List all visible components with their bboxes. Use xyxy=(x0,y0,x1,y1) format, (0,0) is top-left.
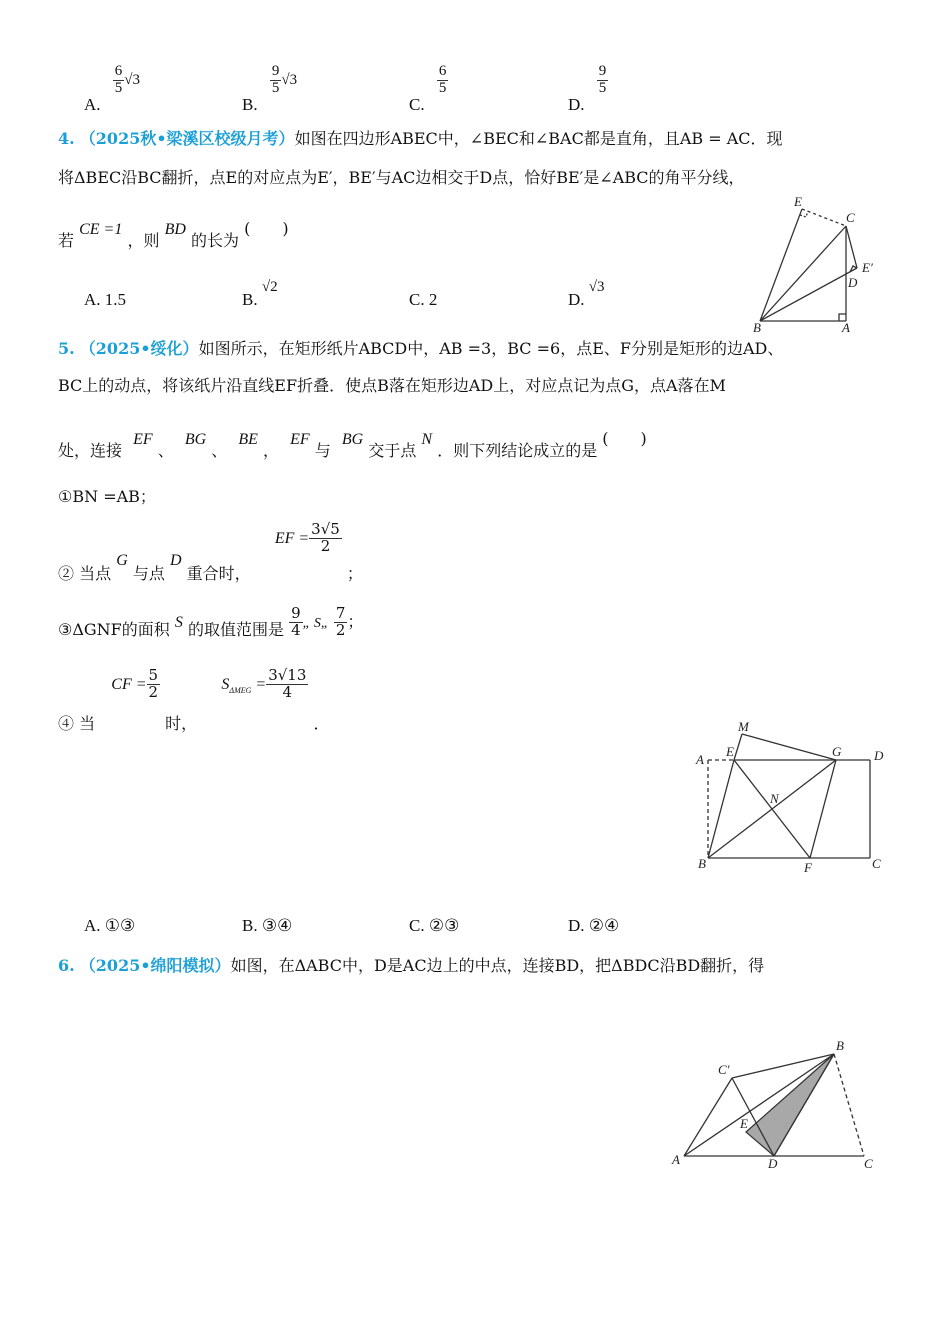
q4-label-E: E xyxy=(794,194,802,209)
q4-number: 4. xyxy=(58,129,75,148)
q5-label-A: A xyxy=(696,752,704,767)
q4-option-b: B. √2 xyxy=(242,279,278,309)
q4-line1 xyxy=(58,126,783,149)
q5-answer-blank: ( ) xyxy=(602,429,647,448)
q6-figure xyxy=(664,1034,888,1180)
q6-label-C: C xyxy=(864,1156,873,1171)
q5-option-a: A. ①③ xyxy=(84,916,136,935)
q5-label-G: G xyxy=(832,744,842,759)
q5-conclusion-3: ③ΔGNF的面积 S 的取值范围是 $\frac{9}{4}$ „ S„ $\frac{7}{2}$ ； xyxy=(58,604,364,639)
q4-source: （2025秋•梁溪区校级月考） xyxy=(79,129,295,148)
q4-label-Ep: E′ xyxy=(862,260,873,275)
q5-label-B: B xyxy=(698,856,706,871)
q5-conclusion-2: ② 当点 G 与点 D 重合时， EF = $\frac{3√5}{2}$ ； xyxy=(58,520,363,583)
q6-label-A: A xyxy=(672,1152,680,1167)
q4-answer-blank: ( ) xyxy=(244,219,289,238)
q6-label-D: D xyxy=(768,1156,778,1171)
q5-text-1: 如图所示，在矩形纸片ABCD中，AB =3，BC =6，点E、F分别是矩形的边AD、 xyxy=(198,339,784,358)
q5-seg-EM xyxy=(734,734,742,760)
q6-seg-BC xyxy=(834,1054,864,1156)
q4-label-D: D xyxy=(848,275,858,290)
q3-option-d: D. $\frac{9}{5}$ xyxy=(568,63,607,115)
q4-line3: 若 CE =1 ，则 BD 的长为 ( ) xyxy=(58,219,289,250)
q6-source: （2025•绵阳模拟） xyxy=(79,956,231,975)
q4-option-c: C. 2 xyxy=(409,290,438,309)
q4-label-C: C xyxy=(846,210,855,225)
q5-label-D: D xyxy=(874,748,884,763)
q5-number: 5. xyxy=(58,339,75,358)
q5-line2: BC上的动点，将该纸片沿直线EF折叠．使点B落在矩形边AD上，对应点记为点G，点A落在M xyxy=(58,376,726,395)
q5-seg-MG xyxy=(742,734,836,760)
q5-label-N: N xyxy=(770,791,779,806)
q3-option-c: C. $\frac{6}{5}$ xyxy=(409,63,447,115)
q6-seg-ACp xyxy=(684,1078,732,1156)
q5-label-C: C xyxy=(872,856,881,871)
q6-line1 xyxy=(58,953,764,976)
q3-option-b: B. $\frac{9}{5}$ √3 xyxy=(242,63,298,115)
q5-label-E: E xyxy=(726,744,734,759)
q3-option-a: A. $\frac{6}{5}$ √3 xyxy=(84,63,141,115)
q5-label-F: F xyxy=(804,860,812,875)
q4-label-B: B xyxy=(753,320,761,334)
q6-text-1: 如图，在ΔABC中，D是AC边上的中点，连接BD，把ΔBDC沿BD翻折，得 xyxy=(230,956,765,975)
q5-conclusion-1: ①BN =AB； xyxy=(58,487,156,506)
q5-line1 xyxy=(58,336,783,359)
q6-label-B: B xyxy=(836,1038,844,1053)
q5-label-M: M xyxy=(738,719,749,734)
q5-option-c: C. ②③ xyxy=(409,916,460,935)
q6-number: 6. xyxy=(58,956,75,975)
q5-option-b: B. ③④ xyxy=(242,916,293,935)
q5-conclusion-4: ④ 当 CF = $\frac{5}{2}$ 时， $S_{\Delta MEG}$ = $\frac{3√13}{4}$ ． xyxy=(58,666,330,733)
q4-option-d: D. √3 xyxy=(568,279,605,309)
q4-seg-EC xyxy=(802,209,846,226)
q4-seg-CEp xyxy=(846,226,857,268)
q4-figure xyxy=(750,194,890,334)
q5-line3: 处，连接 EF 、 BG 、 BE ， EF 与 BG 交于点 N ．则下列结论成立的是 ( ) xyxy=(58,429,647,460)
q6-label-Cp: C′ xyxy=(718,1062,730,1077)
q4-option-a: A. 1.5 xyxy=(84,290,127,309)
q4-text-1: 如图在四边形ABEC中，∠BEC和∠BAC都是直角，且AB = AC．现 xyxy=(294,129,783,148)
q5-option-d: D. ②④ xyxy=(568,916,620,935)
q4-seg-BE xyxy=(760,209,802,321)
q5-seg-BE xyxy=(708,760,734,858)
q5-source: （2025•绥化） xyxy=(79,339,199,358)
q6-label-E: E xyxy=(740,1116,748,1131)
q5-figure xyxy=(690,716,890,882)
q4-line2: 将ΔBEC沿BC翻折，点E的对应点为E′，BE′与AC边相交于D点，恰好BE′是∠ABC的角平分线， xyxy=(58,168,745,187)
q4-seg-BEp xyxy=(760,268,857,321)
q4-label-A: A xyxy=(842,320,850,334)
q5-seg-GF xyxy=(810,760,836,858)
q4-seg-BC xyxy=(760,226,846,321)
q5-seg-BG xyxy=(708,760,836,858)
